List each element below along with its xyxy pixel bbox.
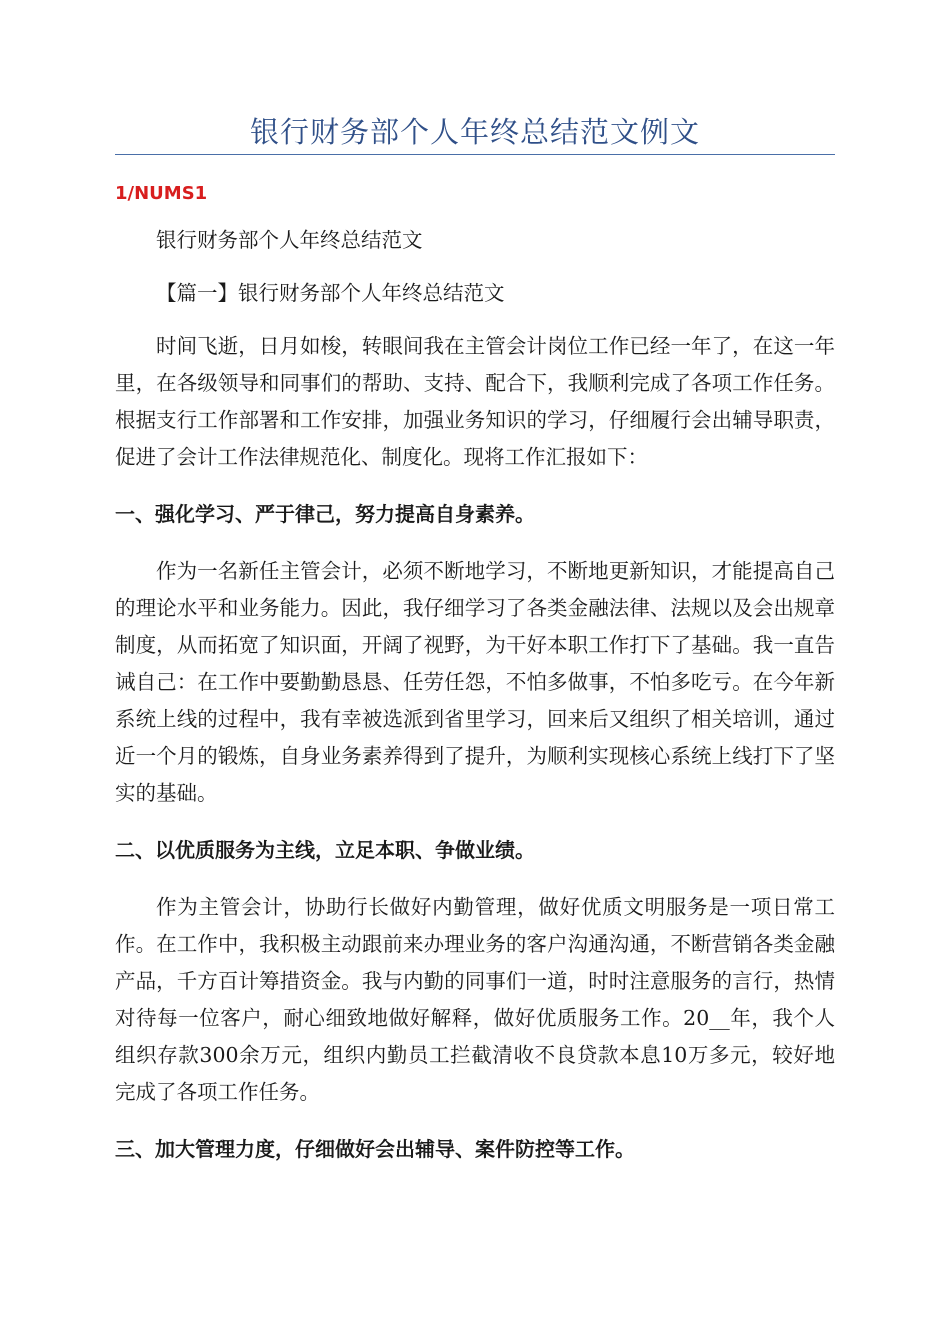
document-title: 银行财务部个人年终总结范文例文	[249, 115, 700, 149]
section-label: 【篇一】银行财务部个人年终总结范文	[156, 281, 505, 305]
title-underline	[115, 154, 835, 155]
section-heading-2: 二、以优质服务为主线，立足本职、争做业绩。	[115, 838, 535, 862]
document-subtitle: 银行财务部个人年终总结范文	[156, 228, 423, 252]
section-body-1: 作为一名新任主管会计，必须不断地学习，不断地更新知识，才能提高自己的理论水平和业务能力。因此，我仔细学习了各类金融法律、法规以及会出规章制度，从而拓宽了知识面，开阔了视野，为干好本职工作打下了基础。我一直告诫自己：在工作中要勤勤恳恳、任劳任怨，不怕多做事，不怕多吃亏。在今年新系统上线的过程中，我有幸被选派到省里学习，回来后又组织了相关培训，通过近一个月的锻炼，自身业务素养得到了提升，为顺利实现核心系统上线打下了坚实的基础。	[115, 559, 835, 805]
intro-paragraph: 时间飞逝，日月如梭，转眼间我在主管会计岗位工作已经一年了，在这一年里，在各级领导和同事们的帮助、支持、配合下，我顺利完成了各项工作任务。根据支行工作部署和工作安排，加强业务知识的学习，仔细履行会出辅导职责，促进了会计工作法律规范化、制度化。现将工作汇报如下：	[115, 334, 835, 469]
section-heading-3: 三、加大管理力度，仔细做好会出辅导、案件防控等工作。	[115, 1137, 635, 1161]
page-marker: 1/NUMS1	[115, 183, 208, 204]
document-body	[115, 222, 835, 1188]
section-body-2: 作为主管会计，协助行长做好内勤管理，做好优质文明服务是一项日常工作。在工作中，我积极主动跟前来办理业务的客户沟通沟通，不断营销各类金融产品，千方百计筹措资金。我与内勤的同事们一道，时时注意服务的言行，热情对待每一位客户，耐心细致地做好解释，做好优质服务工作。20__年，我个人组织存款300余万元，组织内勤员工拦截清收不良贷款本息10万多元，较好地完成了各项工作任务。	[115, 895, 835, 1104]
section-heading-1: 一、强化学习、严于律己，努力提高自身素养。	[115, 502, 535, 526]
